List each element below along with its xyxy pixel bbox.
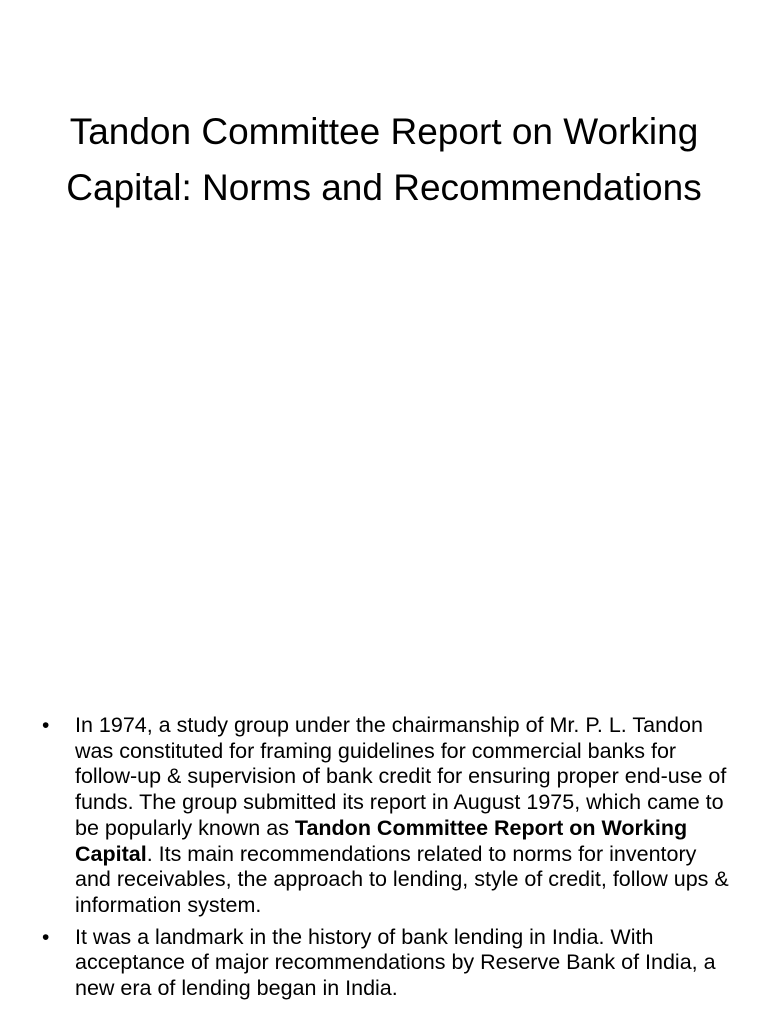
- bullet-item-2: [42, 925, 732, 1002]
- bullet-1-text-after: . Its main recommendations related to norms for inventory and receivables, the approach to lending, style of credit, follow ups & information system.: [75, 841, 729, 917]
- bullet-2-text: It was a landmark in the history of bank lending in India. With acceptance of major recommendations by Reserve Bank of India, a new era of lending began in India.: [75, 924, 716, 1001]
- bullet-icon: •: [42, 925, 50, 949]
- slide-title: Tandon Committee Report on Working Capital: Norms and Recommendations: [66, 111, 702, 208]
- bullet-icon: •: [42, 714, 50, 737]
- bullet-list: [42, 713, 732, 1008]
- bullet-1-bold-text: Tandon Committee Report on Working Capital: [75, 815, 688, 866]
- bullet-item-1: [42, 713, 732, 919]
- bullet-1-text-before: In 1974, a study group under the chairmanship of Mr. P. L. Tandon was constituted for framing guidelines for commercial banks for follow-up & supervision of bank credit for ensuring proper end-use of funds. The group submitted its report in August 1975, which came to be popularly known as: [75, 713, 727, 840]
